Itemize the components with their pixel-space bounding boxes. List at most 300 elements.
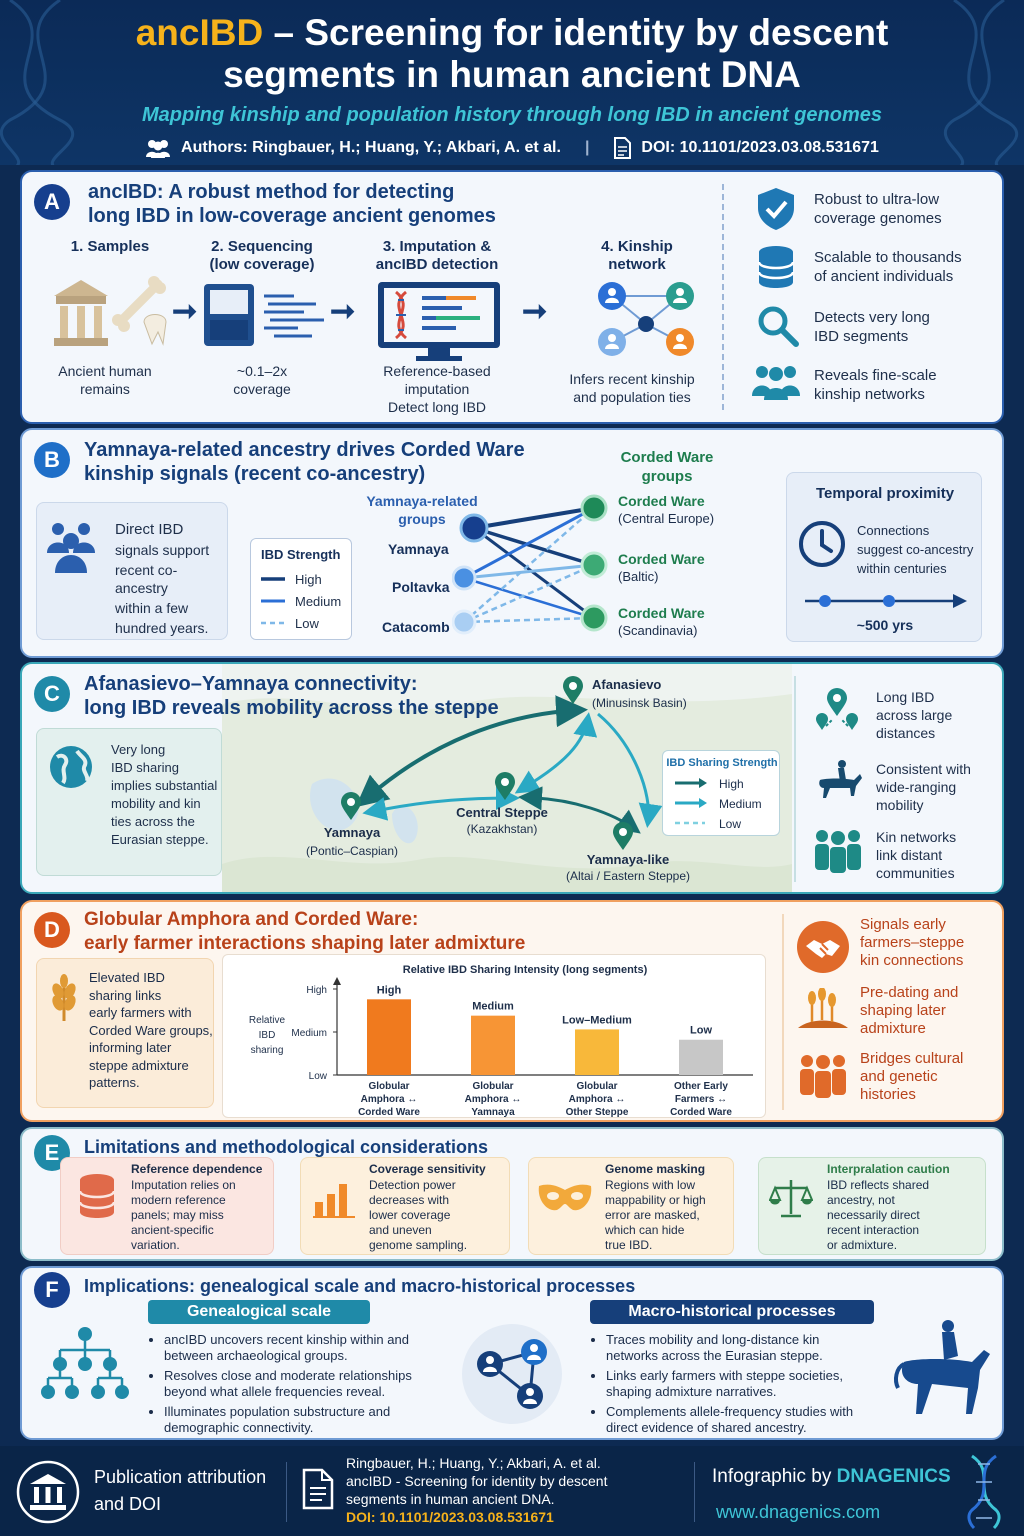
- feature-robust: [814, 190, 942, 228]
- panel-b-title-line1: Yamnaya-related ancestry drives Corded Ware: [84, 439, 525, 461]
- panel-b-info-line4: within a few: [115, 600, 189, 616]
- limit-caution-line2: ancestry, not: [827, 1193, 895, 1207]
- limit-masking-line3: error are masked,: [605, 1208, 700, 1222]
- ancient-remains-icon: [50, 272, 180, 352]
- panel-d-info-line7: patterns.: [89, 1075, 140, 1090]
- panel-d-info-card: [36, 958, 214, 1108]
- limit-caution-line3: necessarily direct: [827, 1208, 920, 1222]
- timeline-arrow: [803, 591, 969, 611]
- panel-c-divider: [794, 676, 796, 882]
- step-3-caption-line2: imputation: [404, 381, 470, 397]
- panel-b: [20, 428, 1004, 658]
- feature-scalable-line1: Scalable to thousands: [814, 249, 962, 266]
- scales-icon: [769, 1176, 813, 1220]
- meta-separator: |: [584, 139, 590, 156]
- footer-citation-line1: Ringbauer, H.; Huang, Y.; Akbari, A. et al.: [346, 1455, 601, 1471]
- step-3-caption-line1: Reference-based: [383, 363, 491, 379]
- place-yamnaya-sub: (Pontic–Caspian): [305, 844, 399, 858]
- people-icon: [750, 362, 802, 402]
- panel-d-title-line2: early farmer interactions shaping later admixture: [84, 933, 526, 954]
- place-central-steppe: [442, 804, 562, 838]
- genealogical-scale-header: Genealogical scale: [148, 1300, 370, 1324]
- right-group-header-line2: groups: [641, 468, 693, 485]
- title-line1: – Screening for identity by descent: [263, 12, 889, 53]
- step-4-label-line2: network: [608, 256, 666, 273]
- step-3-caption: [362, 362, 512, 416]
- step-1-label: [50, 238, 170, 256]
- feature-mobility-line3: mobility: [876, 797, 924, 813]
- node-corded-scandinavia: [582, 606, 606, 630]
- limit-coverage-line3: lower coverage: [369, 1208, 451, 1222]
- limit-coverage-line5: genome sampling.: [369, 1238, 468, 1252]
- step-1-caption: [40, 362, 170, 398]
- panel-a-title-line2: long IBD in low-coverage ancient genomes: [88, 205, 496, 227]
- corded-scandinavia-label: [618, 604, 705, 640]
- temporal-proximity-card: [786, 472, 982, 642]
- feature-long-ibd-line3: distances: [876, 725, 936, 741]
- limit-coverage-text: [369, 1178, 467, 1253]
- chart-bar-label: Low–Medium: [562, 1014, 632, 1027]
- wheat-field-icon: [796, 988, 850, 1032]
- footer-citation-line3: segments in human ancient DNA.: [346, 1491, 555, 1507]
- left-group-header-line1: Yamnaya-related: [366, 493, 478, 509]
- clock-icon: [797, 519, 847, 569]
- macro-bullet-1: [606, 1332, 882, 1364]
- sharing-legend-title: IBD Sharing Strength: [666, 757, 778, 769]
- footer-divider: [694, 1462, 695, 1522]
- genealogical-bullet-2: [164, 1368, 450, 1400]
- panel-f: [20, 1266, 1004, 1440]
- panel-c-title-line1: Afanasievo–Yamnaya connectivity:: [84, 673, 418, 695]
- mask-icon: [537, 1180, 593, 1214]
- genealogical-bullet-3-l1: Illuminates population substructure and: [164, 1404, 391, 1419]
- place-afanasievo-sub: (Minusinsk Basin): [592, 696, 687, 710]
- place-yamnaya-like-sub: (Altai / Eastern Steppe): [565, 869, 691, 883]
- feature-signals: [860, 916, 964, 970]
- limit-reference-line4: ancient-specific: [131, 1223, 214, 1237]
- limit-coverage-title: Coverage sensitivity: [369, 1162, 486, 1176]
- chart-svg: [223, 955, 767, 1119]
- panel-d-title-line1: Globular Amphora and Corded Ware:: [84, 909, 419, 930]
- panel-c-info-line3: implies substantial: [111, 778, 218, 793]
- step-1-caption-line2: remains: [80, 381, 130, 397]
- limit-reference-text: [131, 1178, 236, 1253]
- temporal-text-line1: Connections: [857, 523, 930, 538]
- step-3-caption-line3: Detect long IBD: [387, 399, 487, 415]
- chart-x-tick-label: Globular: [368, 1081, 410, 1092]
- step-2-caption-line1: ~0.1–2x: [236, 363, 288, 379]
- right-group-header-line1: Corded Ware: [620, 449, 714, 466]
- place-central-steppe-name: Central Steppe: [456, 805, 548, 820]
- node-corded-baltic: [582, 553, 606, 577]
- chart-bar: [679, 1040, 723, 1075]
- horse-rider-icon: [814, 760, 864, 806]
- ibd-sharing-legend: [662, 750, 780, 836]
- macro-bullet-3: [606, 1404, 882, 1436]
- limit-caution-line5: or admixture.: [827, 1238, 898, 1252]
- panel-f-badge: F: [34, 1272, 70, 1308]
- ibd-intensity-chart: [222, 954, 766, 1118]
- wheat-icon: [47, 973, 81, 1023]
- panel-d-badge: D: [34, 912, 70, 948]
- node-corded-central: [582, 496, 606, 520]
- chart-x-tick-label: Globular: [576, 1081, 618, 1092]
- footer: [0, 1446, 1024, 1536]
- feature-robust-line2: coverage genomes: [814, 210, 942, 227]
- chart-ylabel-line: IBD: [258, 1030, 276, 1041]
- limit-card-reference: [60, 1157, 274, 1255]
- sequencer-icon: [204, 284, 334, 354]
- macro-historical-header: Macro-historical processes: [590, 1300, 874, 1324]
- footer-attribution: [94, 1464, 266, 1518]
- limit-reference-line3: panels; may miss: [131, 1208, 224, 1222]
- authors-text: Authors: Ringbauer, H.; Huang, Y.; Akbari, A. et al.: [181, 139, 561, 156]
- step-1-caption-line1: Ancient human: [58, 363, 152, 379]
- timeline-label: ~500 yrs: [856, 617, 914, 633]
- globe-icon: [47, 743, 95, 791]
- feature-kin-networks-line1: Kin networks: [876, 829, 957, 845]
- node-yamnaya-label: Yamnaya: [388, 541, 449, 557]
- temporal-title: Temporal proximity: [815, 485, 955, 502]
- feature-mobility-line1: Consistent with: [876, 761, 971, 777]
- sharing-legend-swatches: [673, 775, 709, 833]
- step-2-label: [202, 238, 322, 274]
- chart-x-tick-label: Yamnaya: [471, 1107, 515, 1118]
- feature-reveals-line1: Reveals fine-scale: [814, 367, 937, 384]
- genealogical-bullet-2-l1: Resolves close and moderate relationships: [164, 1368, 412, 1383]
- chart-y-axis-arrow: [333, 977, 341, 985]
- page-title: [0, 0, 1024, 96]
- macro-bullet-3-l2: direct evidence of shared ancestry.: [606, 1420, 807, 1435]
- step-4-caption-line1: Infers recent kinship: [569, 371, 695, 387]
- group-icon: [796, 1052, 850, 1098]
- footer-url[interactable]: www.dnagenics.com: [716, 1502, 881, 1522]
- legend-title: IBD Strength: [261, 547, 341, 562]
- shield-check-icon: [754, 186, 798, 232]
- feature-mobility-line2: wide-ranging: [876, 779, 957, 795]
- feature-bridges-line2: and genetic: [860, 1068, 938, 1085]
- chart-x-tick-label: Globular: [472, 1081, 514, 1092]
- temporal-text-line2: suggest co-ancestry: [857, 542, 974, 557]
- title-accent: ancIBD: [135, 12, 264, 53]
- feature-predating-line1: Pre-dating and: [860, 984, 959, 1001]
- panel-c-info-line5: ties across the: [111, 814, 195, 829]
- step-1-label-line1: 1. Samples: [70, 238, 150, 255]
- chart-bar-label: High: [376, 984, 402, 997]
- genealogical-bullets: [150, 1332, 450, 1436]
- corded-baltic-region: (Baltic): [618, 569, 659, 584]
- panel-b-info-card: [36, 502, 228, 640]
- corded-scandinavia-name: Corded Ware: [618, 605, 705, 621]
- header: [0, 0, 1024, 165]
- feature-mobility: [876, 760, 971, 814]
- panel-c-info-line1: Very long: [111, 742, 166, 757]
- arrow-right-icon: ➞: [330, 295, 356, 328]
- panel-d-info-line1: Elevated IBD: [89, 970, 165, 985]
- limit-masking-line2: mappability or high: [605, 1193, 706, 1207]
- handshake-icon: [796, 920, 850, 974]
- corded-central-region: (Central Europe): [618, 511, 715, 526]
- feature-long-ibd-line2: across large: [876, 707, 953, 723]
- chart-title: Relative IBD Sharing Intensity (long segments): [402, 964, 648, 976]
- paper-icon: [302, 1468, 334, 1510]
- feature-kin-networks: [876, 828, 956, 882]
- authors-icon: [145, 138, 171, 158]
- limit-caution-line4: recent interaction: [827, 1223, 920, 1237]
- horse-rider-icon: [892, 1318, 996, 1428]
- panel-c-info-line4: mobility and kin: [111, 796, 201, 811]
- genealogical-bullet-1-l2: between archaeological groups.: [164, 1348, 348, 1363]
- feature-predating-line3: admixture: [860, 1020, 926, 1037]
- place-central-steppe-sub: (Kazakhstan): [466, 822, 538, 836]
- limit-card-coverage: [300, 1157, 510, 1255]
- macro-bullet-2-l1: Links early farmers with steppe societies,: [606, 1368, 843, 1383]
- panel-c-badge: C: [34, 676, 70, 712]
- feature-kin-networks-line3: communities: [876, 865, 955, 881]
- feature-detects: [814, 308, 930, 346]
- place-yamnaya-like-name: Yamnaya-like: [586, 852, 670, 867]
- footer-brand: [712, 1466, 951, 1488]
- corded-central-label: [618, 492, 714, 528]
- feature-bridges: [860, 1050, 963, 1104]
- feature-reveals: [814, 366, 937, 404]
- limit-card-masking: [528, 1157, 734, 1255]
- limit-masking-line4: which can hide: [605, 1223, 685, 1237]
- limit-caution-title: Interpralation caution: [827, 1162, 950, 1176]
- chart-bar: [471, 1016, 515, 1075]
- footer-citation: [346, 1454, 607, 1526]
- legend-low: Low: [295, 616, 319, 631]
- database-stack-icon: [77, 1172, 117, 1222]
- footer-attribution-line2: and DOI: [94, 1494, 162, 1514]
- step-2-label-line1: 2. Sequencing: [211, 238, 313, 255]
- panel-c-title-line2: long IBD reveals mobility across the steppe: [84, 697, 499, 719]
- step-2-caption-line2: coverage: [233, 381, 291, 397]
- map-pin-yamnaya-icon: [340, 792, 362, 822]
- document-icon: [613, 137, 631, 159]
- chart-bar-label: Low: [690, 1024, 712, 1037]
- feature-signals-line1: Signals early: [860, 916, 946, 933]
- panel-d-info-line2: sharing links: [89, 987, 162, 1003]
- node-poltavka: [453, 567, 475, 589]
- chart-x-tick-label: Other Steppe: [565, 1107, 629, 1118]
- panel-b-title-line2: kinship signals (recent co-ancestry): [84, 463, 426, 485]
- step-2-caption: [202, 362, 322, 398]
- feature-reveals-line2: kinship networks: [814, 386, 925, 403]
- panel-d: [20, 900, 1004, 1122]
- monitor-dna-icon: [376, 280, 506, 362]
- place-afanasievo-name: Afanasievo: [592, 677, 662, 692]
- panel-a-badge: A: [34, 184, 70, 220]
- chart-x-tick-label: Amphora ↔: [360, 1094, 418, 1105]
- step-3-label: [362, 238, 512, 274]
- feature-long-ibd-line1: Long IBD: [876, 689, 935, 705]
- macro-bullet-2: [606, 1368, 882, 1400]
- feature-predating: [860, 984, 958, 1038]
- step-4-caption: [552, 370, 712, 406]
- panel-c-info-text: [111, 741, 217, 849]
- panel-b-info-line1: Direct IBD: [115, 521, 184, 538]
- bar-chart-icon: [313, 1178, 357, 1218]
- step-2-label-line2: (low coverage): [209, 256, 315, 273]
- right-group-header: [612, 448, 722, 486]
- kin-group-icon: [812, 828, 864, 874]
- place-yamnaya: [292, 824, 412, 860]
- arrow-right-icon: ➞: [172, 295, 198, 328]
- place-afanasievo: [592, 676, 687, 712]
- footer-brand-name: DNAGENICS: [836, 1466, 951, 1487]
- feature-detects-line1: Detects very long: [814, 309, 930, 326]
- footer-citation-doi: DOI: 10.1101/2023.03.08.531671: [346, 1509, 554, 1525]
- corded-baltic-name: Corded Ware: [618, 551, 705, 567]
- header-meta: [0, 137, 1024, 159]
- corded-central-name: Corded Ware: [618, 493, 705, 509]
- arrow-right-icon: ➞: [522, 295, 548, 328]
- map-pin-central-steppe-icon: [494, 772, 516, 802]
- feature-signals-line2: farmers–steppe: [860, 934, 965, 951]
- left-group-header-line2: groups: [398, 511, 446, 527]
- step-3-label-line2: ancIBD detection: [375, 256, 499, 273]
- place-yamnaya-like: [548, 852, 708, 884]
- footer-brand-prefix: Infographic by: [712, 1466, 837, 1487]
- chart-ylabel-line: Relative: [248, 1015, 286, 1026]
- step-4-label-line1: 4. Kinship: [601, 238, 673, 255]
- corded-baltic-label: [618, 550, 705, 586]
- chart-x-tick-label: Amphora ↔: [568, 1094, 626, 1105]
- feature-signals-line3: kin connections: [860, 952, 964, 969]
- doi-text: DOI: 10.1101/2023.03.08.531671: [641, 139, 879, 156]
- chart-y-tick-label: Medium: [291, 1028, 327, 1039]
- footer-divider: [286, 1462, 287, 1522]
- feature-scalable-line2: of ancient individuals: [814, 268, 954, 285]
- panel-e-badge: E: [34, 1135, 70, 1171]
- panel-a: [20, 170, 1004, 424]
- chart-y-tick-label: High: [306, 985, 327, 996]
- panel-d-divider: [782, 914, 784, 1110]
- dna-helix-icon: [964, 1454, 1004, 1530]
- kinship-network-icon: [572, 276, 712, 362]
- panel-e: [20, 1127, 1004, 1261]
- title-line2: segments in human ancient DNA: [223, 54, 801, 95]
- node-poltavka-label: Poltavka: [392, 579, 450, 595]
- connected-people-icon: [454, 1320, 570, 1428]
- chart-x-tick-label: Corded Ware: [358, 1107, 420, 1118]
- map-pin-afanasievo-icon: [562, 676, 584, 706]
- genealogical-bullet-3-l2: demographic connectivity.: [164, 1420, 314, 1435]
- footer-citation-line2: ancIBD - Screening for identity by descent: [346, 1473, 608, 1489]
- macro-bullet-1-l2: networks across the Eurasian steppe.: [606, 1348, 823, 1363]
- node-catacomb-label: Catacomb: [382, 619, 450, 635]
- step-4-caption-line2: and population ties: [573, 389, 691, 405]
- family-tree-icon: [40, 1326, 130, 1406]
- node-catacomb: [453, 611, 475, 633]
- map-pin-yamnaya-like-icon: [612, 822, 634, 852]
- limit-coverage-line1: Detection power: [369, 1178, 456, 1192]
- step-3-label-line1: 3. Imputation &: [382, 238, 492, 255]
- node-yamnaya: [461, 515, 487, 541]
- limit-coverage-line2: decreases with: [369, 1193, 450, 1207]
- panel-b-info-line2: signals support: [115, 542, 210, 558]
- limit-masking-text: [605, 1178, 706, 1253]
- ibd-strength-legend: [250, 538, 352, 640]
- panel-a-title: [88, 180, 496, 228]
- feature-long-ibd: [876, 688, 952, 742]
- panel-d-title: [84, 908, 525, 956]
- corded-scandinavia-region: (Scandinavia): [618, 623, 698, 638]
- map-pins-icon: [814, 686, 860, 732]
- genealogical-bullet-3: [164, 1404, 450, 1436]
- chart-x-tick-label: Other Early: [674, 1081, 728, 1092]
- sharing-legend-high: High: [719, 777, 744, 791]
- page-subtitle: Mapping kinship and population history through long IBD in ancient genomes: [142, 104, 882, 126]
- panel-a-title-line1: ancIBD: A robust method for detecting: [88, 181, 455, 203]
- panel-d-info-text: [89, 969, 213, 1092]
- genealogical-bullet-2-l2: beyond what allele frequencies reveal.: [164, 1384, 386, 1399]
- genealogical-bullet-1-l1: ancIBD uncovers recent kinship within and: [164, 1332, 409, 1347]
- chart-bar: [575, 1029, 619, 1075]
- limit-reference-title: Reference dependence: [131, 1162, 263, 1176]
- panel-b-info-line5: hundred years.: [115, 620, 209, 636]
- feature-bridges-line3: histories: [860, 1086, 916, 1103]
- panel-c: [20, 662, 1004, 894]
- step-4-label: [572, 238, 702, 274]
- limit-caution-text: [827, 1178, 929, 1253]
- database-icon: [756, 244, 796, 290]
- feature-kin-networks-line2: link distant: [876, 847, 943, 863]
- genealogical-bullet-1: [164, 1332, 450, 1364]
- sharing-legend-medium: Medium: [719, 797, 762, 811]
- feature-robust-line1: Robust to ultra-low: [814, 191, 940, 208]
- legend-high: High: [295, 572, 322, 587]
- macro-bullet-1-l1: Traces mobility and long-distance kin: [606, 1332, 820, 1347]
- place-yamnaya-name: Yamnaya: [323, 825, 381, 840]
- limit-reference-line2: modern reference: [131, 1193, 226, 1207]
- magnifier-icon: [756, 304, 800, 348]
- limit-masking-line1: Regions with low: [605, 1178, 696, 1192]
- sharing-legend-low: Low: [719, 817, 742, 831]
- co-ancestry-network: [452, 490, 612, 650]
- panel-d-info-line3: early farmers with: [89, 1005, 192, 1020]
- feature-bridges-line1: Bridges cultural: [860, 1050, 964, 1067]
- macro-bullet-2-l2: shaping admixture narratives.: [606, 1384, 777, 1399]
- legend-line-swatches: [259, 573, 289, 633]
- chart-bar: [367, 999, 411, 1075]
- limit-card-caution: [758, 1157, 986, 1255]
- legend-medium: Medium: [295, 594, 342, 609]
- temporal-text: [857, 521, 973, 578]
- feature-detects-line2: IBD segments: [814, 328, 909, 345]
- family-icon: [47, 519, 95, 575]
- panel-a-divider: [722, 184, 724, 410]
- panel-d-info-line4: Corded Ware groups,: [89, 1022, 213, 1038]
- panel-b-info-line3: recent co-ancestry: [115, 562, 178, 596]
- footer-attribution-line1: Publication attribution: [94, 1467, 267, 1487]
- chart-x-tick-label: Corded Ware: [670, 1107, 732, 1118]
- macro-bullet-3-l1: Complements allele-frequency studies with: [606, 1404, 854, 1419]
- panel-f-title: Implications: genealogical scale and macro-historical processes: [84, 1276, 636, 1296]
- panel-b-badge: B: [34, 442, 70, 478]
- institution-icon: [16, 1460, 80, 1524]
- feature-predating-line2: shaping later: [860, 1002, 946, 1019]
- limit-coverage-line4: and uneven: [369, 1223, 432, 1237]
- chart-x-tick-label: Farmers ↔: [674, 1094, 728, 1105]
- panel-b-title: [84, 438, 525, 486]
- temporal-text-line3: within centuries: [857, 561, 947, 576]
- chart-x-tick-label: Amphora ↔: [464, 1094, 522, 1105]
- chart-y-tick-label: Low: [308, 1071, 327, 1082]
- limit-reference-line1: Imputation relies on: [131, 1178, 236, 1192]
- chart-bar-label: Medium: [472, 1000, 514, 1013]
